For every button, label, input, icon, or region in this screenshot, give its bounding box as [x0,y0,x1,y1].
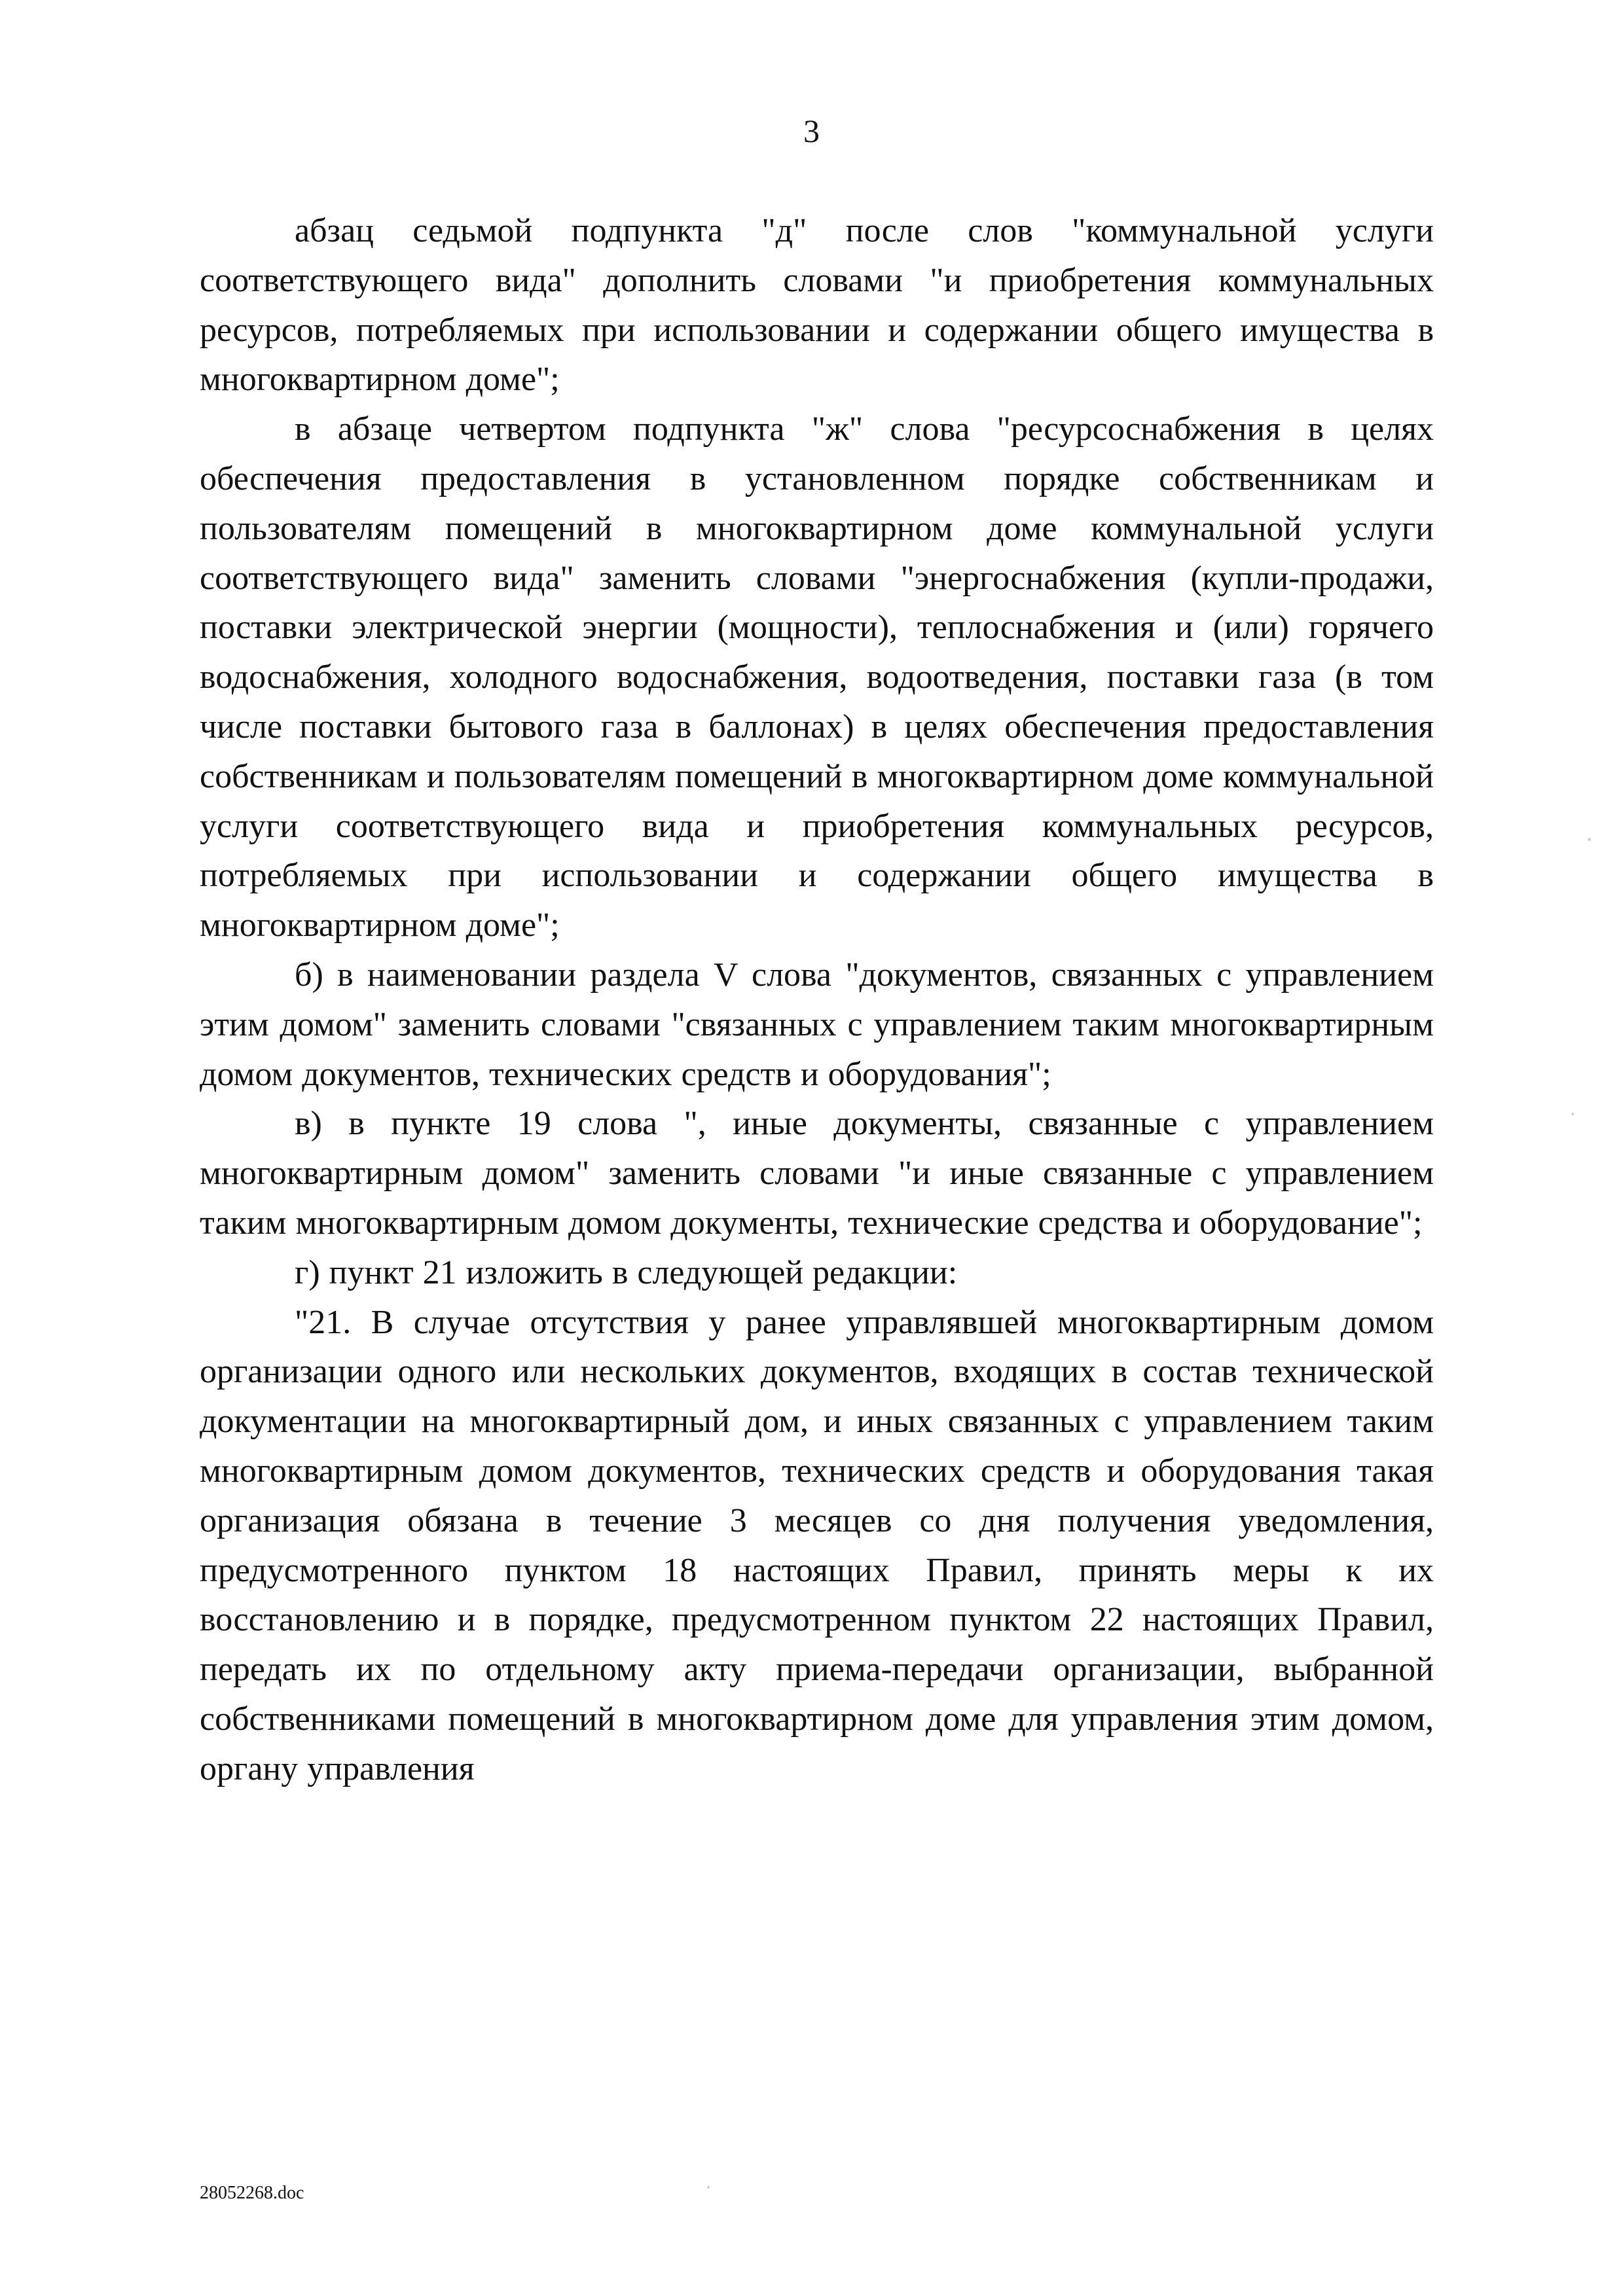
paragraph-4: в) в пункте 19 слова ", иные документы, связанные с управлением многоквартирным домом" заменить словами "и иные связанные с управлением таким многоквартирным домом документы, технические средства и оборудование"; [200,1105,1434,1242]
page-number: 3 [803,113,820,149]
paragraph-6: "21. В случае отсутствия у ранее управлявшей многоквартирным домом организации одного или нескольких документов, входящих в состав технической документации на многоквартирный дом, и иных связанных с управлением таким многоквартирным домом документов, технических средств и оборудования такая организация обязана в течение 3 месяцев со дня получения уведомления, предусмотренного пунктом 18 настоящих Правил, принять меры к их восстановлению и в порядке, предусмотренном пунктом 22 настоящих Правил, передать их по отдельному акту приема-передачи организации, выбранной собственниками помещений в многоквартирном доме для управления этим домом, органу управления [200,1303,1434,1787]
scan-speck [1588,838,1591,841]
scan-speck [1571,1113,1574,1115]
paragraph-3: б) в наименовании раздела V слова "документов, связанных с управлением этим домом" заменить словами "связанных с управлением таким многоквартирным домом документов, технических средств и оборудования"; [200,956,1434,1093]
document-body [200,206,1434,1794]
paragraph-1: абзац седьмой подпункта "д" после слов "коммунальной услуги соответствующего вида" дополнить словами "и приобретения коммунальных ресурсов, потребляемых при использовании и содержании общего имущества в многоквартирном доме"; [200,212,1434,399]
paragraph-2: в абзаце четвертом подпункта "ж" слова "ресурсоснабжения в целях обеспечения предоставления в установленном порядке собственникам и пользователям помещений в многоквартирном доме коммунальной услуги соответствующего вида" заменить словами "энергоснабжения (купли-продажи, поставки электрической энергии (мощности), теплоснабжения и (или) горячего водоснабжения, холодного водоснабжения, водоотведения, поставки газа (в том числе поставки бытового газа в баллонах) в целях обеспечения предоставления собственникам и пользователям помещений в многоквартирном доме коммунальной услуги соответствующего вида и приобретения коммунальных ресурсов, потребляемых при использовании и содержании общего имущества в многоквартирном доме"; [200,410,1434,944]
scan-speck [707,2186,710,2189]
paragraph-5: г) пункт 21 изложить в следующей редакции: [295,1253,958,1291]
footer-doc-id: 28052268.doc [200,2183,304,2203]
